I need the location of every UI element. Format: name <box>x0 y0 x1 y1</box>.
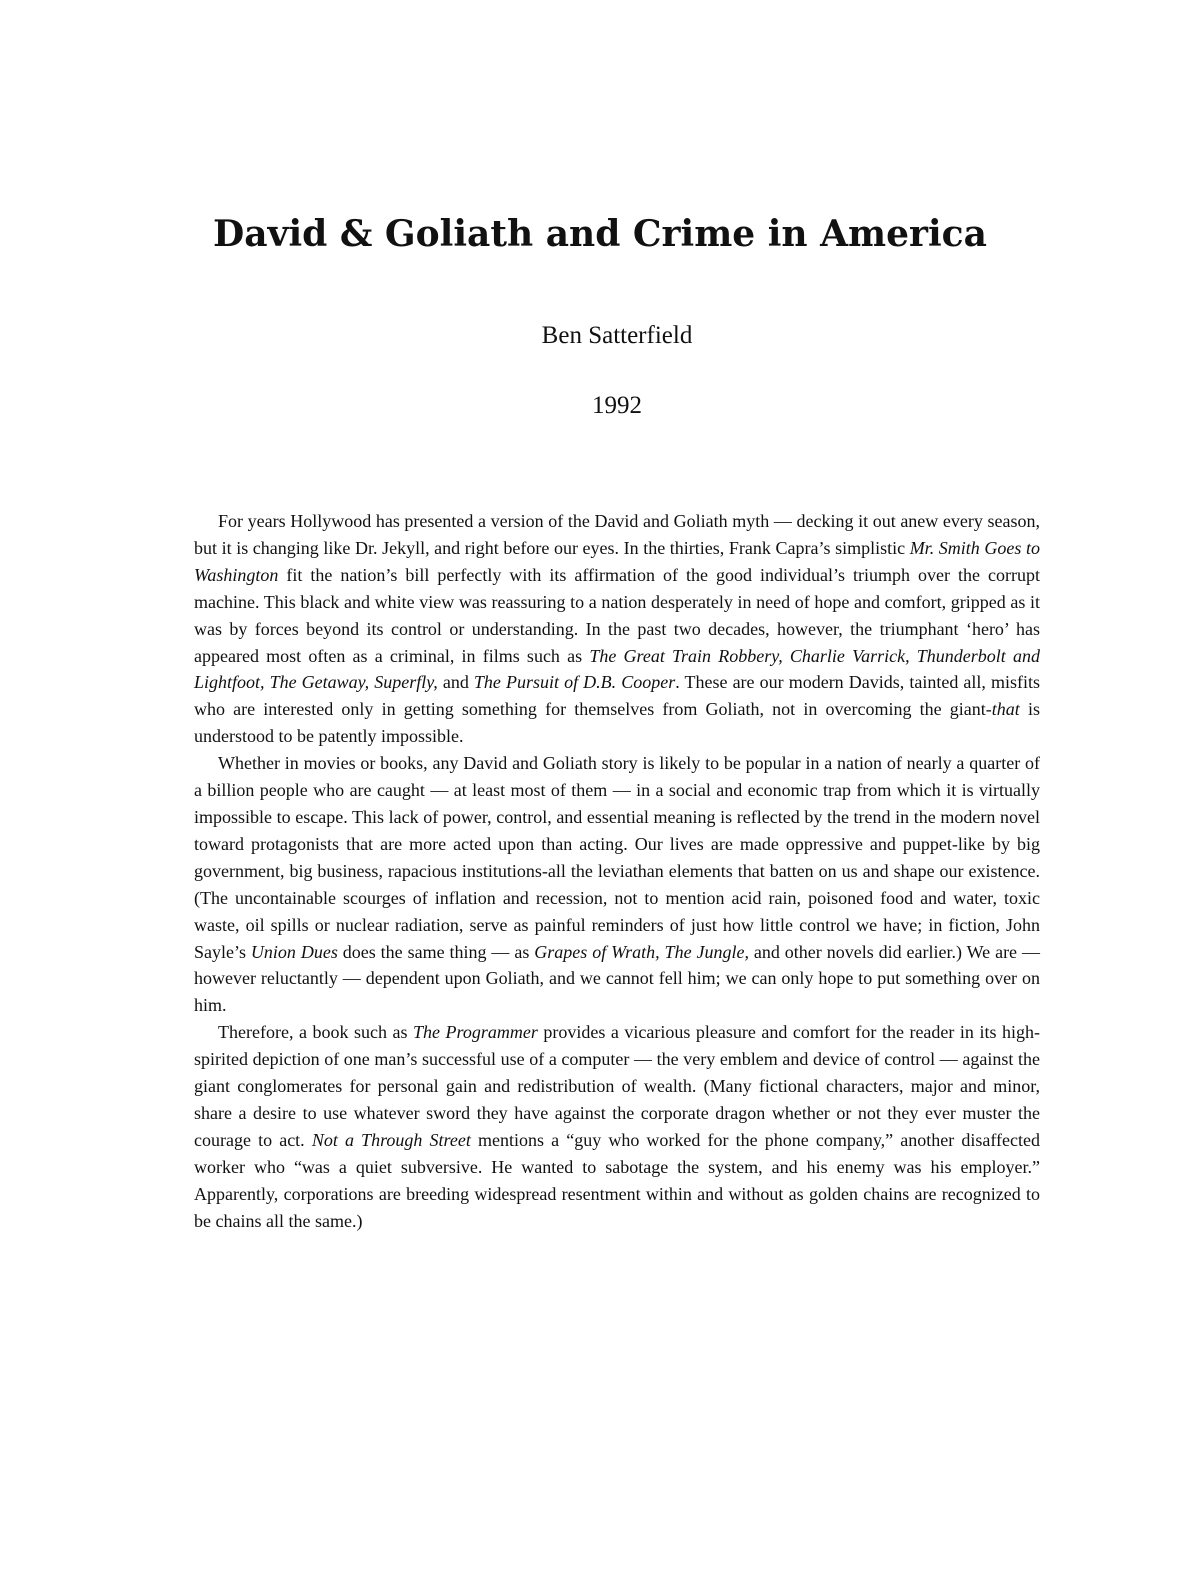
paragraph-text: Whether in movies or books, any David and Goliath story is likely to be popular in a nation of nearly a quarter of a billion people who are caught — at least most of them — in a social and economic trap from which it is virtually impossible to escape. This lack of power, control, and essential meaning is reflected by the trend in the modern novel toward protagonists that are more acted upon than acting. Our lives are made oppressive and puppet-like by big government, big business, rapacious institutions-all the leviathan elements that batten on us and shape our existence. (The uncontainable scourges of inflation and recession, not to mention acid rain, poisoned food and water, toxic waste, oil spills or nuclear radiation, serve as painful reminders of just how little control we have; in fiction, John Sayle’s <box>194 753 1040 962</box>
body-paragraph <box>194 508 1040 750</box>
italic-title-text: The Pursuit of D.B. Cooper <box>473 672 676 693</box>
document-body <box>194 508 1040 1234</box>
italic-title-text: that <box>991 699 1020 720</box>
italic-title-text: Not a Through Street <box>311 1129 471 1150</box>
body-paragraph <box>194 750 1040 1019</box>
paragraph-text: Therefore, a book such as <box>218 1022 414 1043</box>
paragraph-text: and <box>437 672 474 693</box>
paragraph-text: . These are our modern Davids, tainted all, misfits who are interested only in getting something for themselves from Goliath, not in overcoming the giant- <box>194 672 1040 720</box>
italic-title-text: The Programmer <box>413 1022 538 1043</box>
body-paragraph <box>194 1019 1040 1234</box>
italic-title-text: The Great Train Robbery, Charlie Varrick, Thunderbolt and Lightfoot, The Getaway, Superfly, <box>194 645 1040 693</box>
paragraph-text: provides a vicarious pleasure and comfort for the reader in its high-spirited depiction of one man’s successful use of a computer — the very emblem and device of control — against the giant conglomerates for personal gain and redistribution of wealth. (Many fictional characters, major and minor, share a desire to use whatever sword they have against the corporate dragon whether or not they ever muster the courage to act. <box>194 1022 1040 1150</box>
document-title: David & Goliath and Crime in America <box>213 213 987 255</box>
paragraph-text: is understood to be patently impossible. <box>194 699 1040 747</box>
paragraph-text: For years Hollywood has presented a version of the David and Goliath myth — decking it out anew every season, but it is changing like Dr. Jekyll, and right before our eyes. In the thirties, Frank Capra’s simplistic <box>194 511 1040 558</box>
document-author: Ben Satterfield <box>541 322 693 349</box>
italic-title-text: Mr. Smith Goes to Washington <box>194 537 1040 585</box>
paragraph-text: and other novels did earlier.) We are — however reluctantly — dependent upon Goliath, and we cannot fell him; we can only hope to put something over on him. <box>194 941 1040 1016</box>
italic-title-text: Grapes of Wrath, The Jungle, <box>534 941 749 962</box>
document-year: 1992 <box>592 392 642 419</box>
italic-title-text: Union Dues <box>250 941 338 962</box>
paragraph-text: does the same thing — as <box>337 941 535 962</box>
paragraph-text: mentions a “guy who worked for the phone company,” another disaffected worker who “was a quiet subversive. He wanted to sabotage the system, and his enemy was his employer.” Apparently, corporations are breeding widespread resentment within and without as golden chains are recognized to be chains all the same.) <box>194 1129 1041 1231</box>
paragraph-text: fit the nation’s bill perfectly with its affirmation of the good individual’s triumph over the corrupt machine. This black and white view was reassuring to a nation desperately in need of hope and comfort, gripped as it was by forces beyond its control or understanding. In the past two decades, however, the triumphant ‘hero’ has appeared most often as a criminal, in films such as <box>194 564 1040 666</box>
